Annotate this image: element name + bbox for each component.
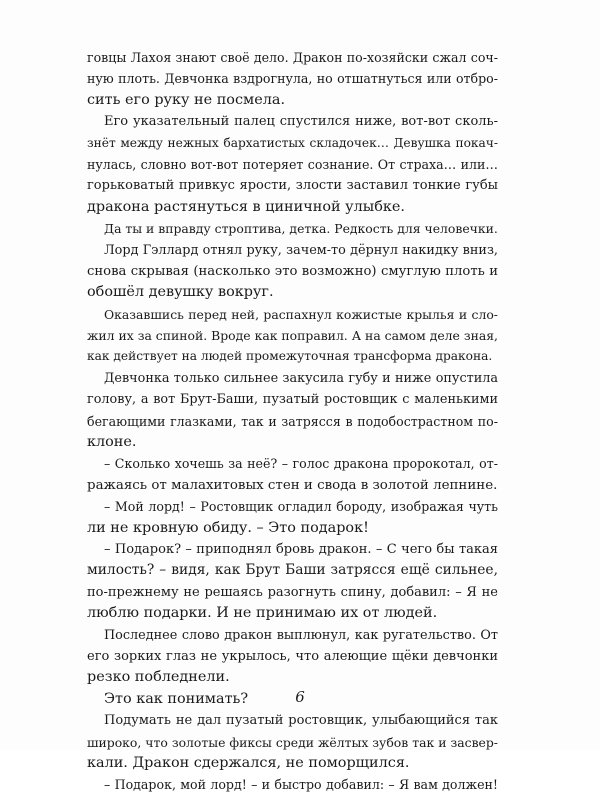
text-line: нулась, словно вот-вот потеряет сознание. От страха… или… xyxy=(87,156,498,172)
text-line: голову, а вот Брут-Баши, пузатый ростовщик с маленькими xyxy=(87,392,498,408)
text-line: горьковатый привкус ярости, злости заставил тонкие губы xyxy=(87,178,498,194)
text-line: Оказавшись перед ней, распахнул кожистые крылья и сло- xyxy=(104,306,498,322)
text-line: как действует на людей промежуточная трансформа дракона. xyxy=(87,349,493,364)
text-line: кали. Дракон сдержался, не поморщился. xyxy=(87,754,410,771)
text-line: знёт между нежных бархатистых складочек… Девушка покач- xyxy=(87,135,498,150)
text-line: Девчонка только сильнее закусила губу и ниже опустила xyxy=(104,370,498,386)
text-line: милость? – видя, как Брут Баши затрясся ещё сильнее, xyxy=(87,562,498,579)
text-line: снова скрывая (насколько это возможно) смуглую плоть и xyxy=(87,263,498,279)
text-line: его зорких глаз не укрылось, что алеющие щёки девчонки xyxy=(87,648,498,664)
text-line: резко побледнели. xyxy=(87,669,230,686)
text-line: ражаясь от малахитовых стен и свода в золотой лепнине. xyxy=(87,477,498,493)
text-line: жил их за спиной. Вроде как поправил. А на самом деле зная, xyxy=(87,328,498,344)
text-line: ную плоть. Девчонка вздрогнула, но отшатнуться или отбро- xyxy=(87,71,498,87)
text-line: – Подарок, мой лорд! – и быстро добавил: – Я вам должен! xyxy=(104,777,498,793)
text-line: – Сколько хочешь за неё? – голос дракона пророкотал, от- xyxy=(104,456,498,472)
body-text xyxy=(87,47,498,796)
text-line: по-прежнему не решаясь разогнуть спину, добавил: – Я не xyxy=(87,584,498,600)
text-line: – Мой лорд! – Ростовщик огладил бороду, изображая чуть xyxy=(104,499,498,515)
text-line: сить его руку не посмела. xyxy=(87,91,286,108)
text-line: широко, что золотые фиксы среди жёлтых зубов так и засвер- xyxy=(87,734,498,750)
text-line: Да ты и вправду строптива, детка. Редкость для человечки. xyxy=(104,221,498,237)
text-line: Лорд Гэллард отнял руку, зачем-то дёрнул накидку вниз, xyxy=(104,242,498,258)
text-line: обошёл девушку вокруг. xyxy=(87,284,274,301)
text-line: Подумать не дал пузатый ростовщик, улыбающийся так xyxy=(104,713,498,729)
text-line: Это как понимать? xyxy=(104,690,249,707)
text-line: Последнее слово дракон выплюнул, как ругательство. От xyxy=(104,627,498,643)
text-line: ли не кровную обиду. – Это подарок! xyxy=(87,519,369,536)
text-line: – Подарок? – приподнял бровь дракон. – С чего бы такая xyxy=(104,541,498,557)
text-line: говцы Лахоя знают своё дело. Дракон по-хозяйски сжал соч- xyxy=(87,50,498,65)
text-line: дракона растянуться в циничной улыбке. xyxy=(87,198,405,215)
page-number: 6 xyxy=(295,688,305,706)
text-line: люблю подарки. И не принимаю их от людей. xyxy=(87,605,438,622)
text-line: бегающими глазками, так и затрясся в подобострастном по- xyxy=(87,413,498,429)
text-line: Его указательный палец спустился ниже, вот-вот сколь- xyxy=(104,114,498,130)
text-line: клоне. xyxy=(87,434,137,451)
